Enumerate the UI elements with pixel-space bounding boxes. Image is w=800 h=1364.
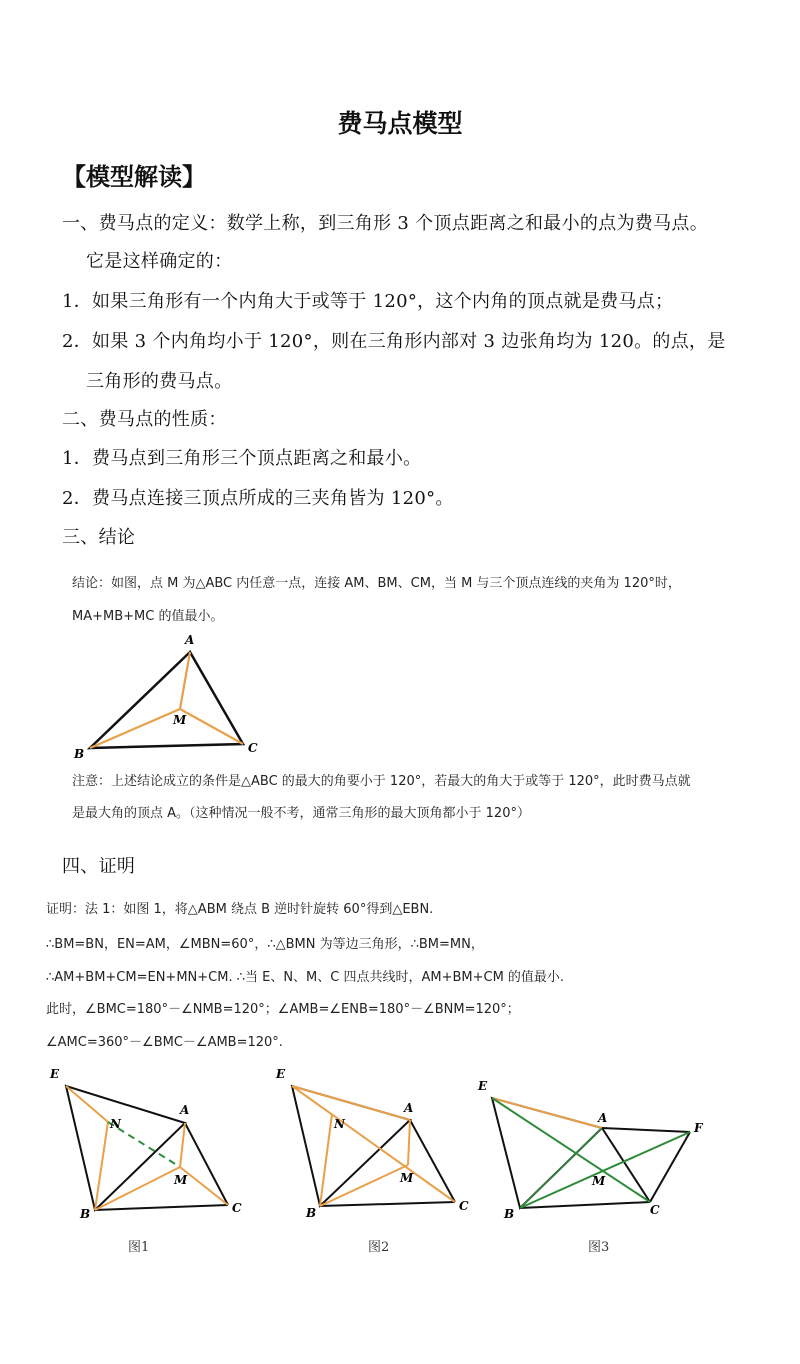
figure-3-caption: 图3 [588,1240,610,1255]
fig1-label-m: M [174,1173,188,1187]
figure-2-caption: 图2 [368,1240,390,1255]
fig2-label-c: C [459,1199,469,1213]
proof-line-5: ∠AMC=360°－∠BMC－∠AMB=120°. [46,1035,283,1050]
figure-3 [470,1070,720,1220]
fig1-label-n: N [110,1117,121,1131]
fig3-label-m: M [592,1174,606,1188]
conclusion-line-1: 结论：如图，点 M 为△ABC 内任意一点，连接 AM、BM、CM，当 M 与三个顶点连线的夹角为 120°时， [72,576,681,591]
fig3-label-b: B [504,1207,515,1220]
rule-2-line-2: 三角形的费马点。 [86,371,233,392]
fig1-label-c: C [232,1201,242,1215]
section-heading: 【模型解读】 [62,162,206,191]
figure-1-caption: 图1 [128,1240,150,1255]
fig3-label-f: F [694,1121,703,1135]
fig1-label-b: B [80,1207,91,1221]
fig3-label-e: E [478,1079,488,1093]
figure-1 [40,1062,250,1227]
rule-2-line-1: 2．如果 3 个内角均小于 120°，则在三角形内部对 3 边张角均为 120。的点，是 [62,331,726,352]
proof-line-3: ∴AM+BM+CM=EN+MN+CM. ∴当 E、N、M、C 四点共线时，AM+BM+CM 的值最小. [46,970,565,985]
fig3-label-a: A [598,1111,608,1125]
proof-line-1: 证明：法 1：如图 1，将△ABM 绕点 B 逆时针旋转 60°得到△EBN. [46,902,434,917]
fig1-label-e: E [50,1067,60,1081]
note-line-1: 注意：上述结论成立的条件是△ABC 的最大的角要小于 120°，若最大的角大于或等于 120°，此时费马点就 [72,774,691,789]
fig2-label-a: A [404,1101,414,1115]
property-1: 1．费马点到三角形三个顶点距离之和最小。 [62,448,422,469]
fig1-label-a: A [180,1103,190,1117]
property-heading: 二、费马点的性质： [62,409,227,430]
label-m: M [173,713,187,727]
fig2-label-e: E [276,1067,286,1081]
label-c: C [248,741,258,755]
definition-line-2: 它是这样确定的： [86,251,233,272]
label-a: A [185,633,195,647]
label-b: B [74,747,85,761]
figure-2 [270,1062,480,1227]
proof-line-2: ∴BM=BN，EN=AM，∠MBN=60°，∴△BMN 为等边三角形，∴BM=MN， [46,937,484,952]
fig3-label-c: C [650,1203,660,1217]
fig2-label-n: N [334,1117,345,1131]
fig2-label-m: M [400,1171,414,1185]
rule-1: 1．如果三角形有一个内角大于或等于 120°，这个内角的顶点就是费马点； [62,291,674,312]
proof-heading: 四、证明 [62,856,136,877]
proof-line-4: 此时，∠BMC=180°－∠NMB=120°；∠AMB=∠ENB=180°－∠BNM=120°； [46,1002,520,1017]
property-2: 2．费马点连接三顶点所成的三夹角皆为 120°。 [62,488,454,509]
definition-line-1: 一、费马点的定义：数学上称，到三角形 3 个顶点距离之和最小的点为费马点。 [62,213,708,234]
conclusion-heading: 三、结论 [62,527,136,548]
fig2-label-b: B [306,1206,317,1220]
conclusion-line-2: MA+MB+MC 的值最小。 [72,609,224,624]
note-line-2: 是最大角的顶点 A。（这种情况一般不考，通常三角形的最大顶角都小于 120°） [72,806,530,821]
page-title: 费马点模型 [337,109,463,138]
fermat-point-figure [60,628,280,763]
